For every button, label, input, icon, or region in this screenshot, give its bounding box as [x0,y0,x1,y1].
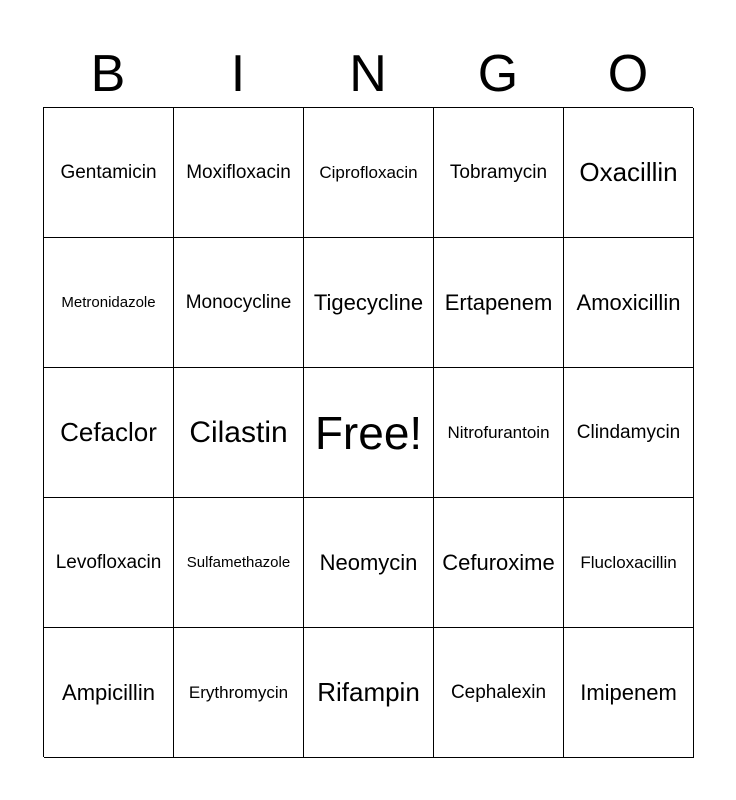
bingo-cell[interactable]: Imipenem [564,628,694,758]
bingo-cell[interactable]: Nitrofurantoin [434,368,564,498]
bingo-cell[interactable]: Ertapenem [434,238,564,368]
bingo-cell[interactable]: Ampicillin [44,628,174,758]
bingo-cell[interactable]: Gentamicin [44,108,174,238]
free-space-cell[interactable]: Free! [304,368,434,498]
bingo-cell[interactable]: Metronidazole [44,238,174,368]
bingo-cell[interactable]: Cephalexin [434,628,564,758]
bingo-cell[interactable]: Sulfamethazole [174,498,304,628]
bingo-cell[interactable]: Erythromycin [174,628,304,758]
bingo-cell[interactable]: Cefaclor [44,368,174,498]
bingo-header [43,40,693,108]
bingo-cell[interactable]: Tobramycin [434,108,564,238]
bingo-cell[interactable]: Flucloxacillin [564,498,694,628]
bingo-cell[interactable]: Cilastin [174,368,304,498]
bingo-cell[interactable]: Ciprofloxacin [304,108,434,238]
header-letter-g: G [477,45,519,103]
bingo-cell[interactable]: Tigecycline [304,238,434,368]
bingo-cell[interactable]: Clindamycin [564,368,694,498]
header-letter-i: I [230,45,246,103]
bingo-cell[interactable]: Moxifloxacin [174,108,304,238]
header-letter-b: B [90,45,126,103]
bingo-cell[interactable]: Levofloxacin [44,498,174,628]
bingo-cell[interactable]: Amoxicillin [564,238,694,368]
bingo-card [43,107,693,757]
bingo-cell[interactable]: Rifampin [304,628,434,758]
bingo-cell[interactable]: Cefuroxime [434,498,564,628]
header-letter-o: O [607,45,649,103]
header-letter-n: N [349,45,387,103]
bingo-cell[interactable]: Oxacillin [564,108,694,238]
bingo-cell[interactable]: Neomycin [304,498,434,628]
bingo-cell[interactable]: Monocycline [174,238,304,368]
